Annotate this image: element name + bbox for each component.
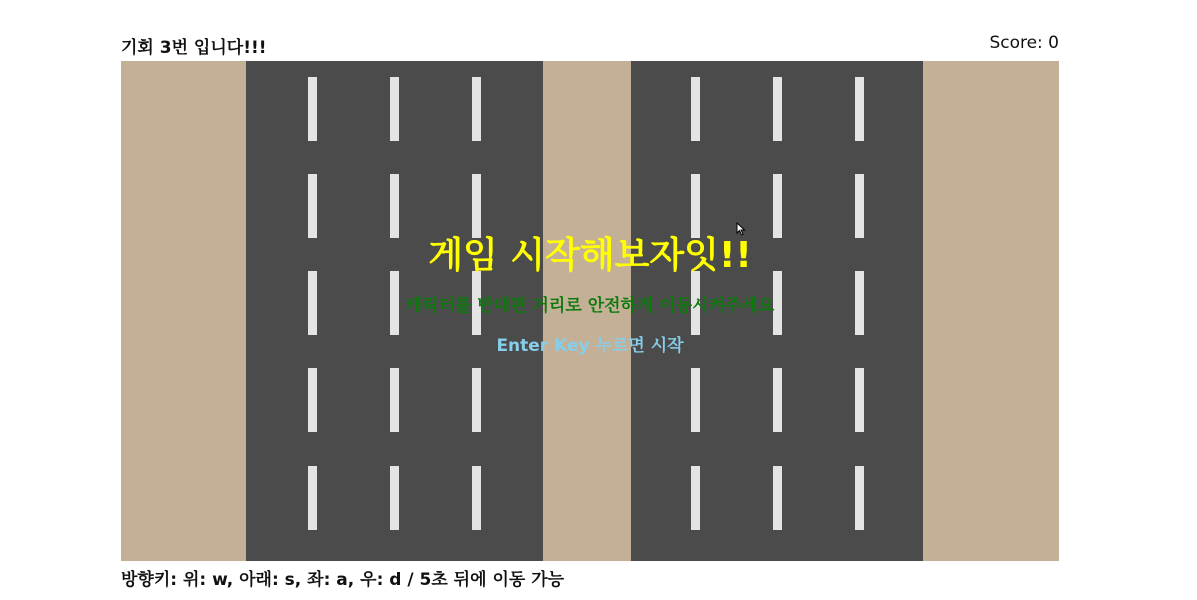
top-bar <box>121 30 1059 58</box>
start-overlay <box>121 61 1059 561</box>
game-board[interactable] <box>121 61 1059 561</box>
start-instructions: 캐릭터를 반대편 거리로 안전하게 이동시켜주세요 <box>405 296 775 316</box>
score-text: Score: 0 <box>989 33 1059 53</box>
enter-key-hint: Enter Key 누르면 시작 <box>496 336 684 356</box>
start-title: 게임 시작해보자잇!! <box>428 235 752 276</box>
lives-remaining-text: 기회 3번 입니다!!! <box>121 38 267 58</box>
mouse-cursor-icon <box>736 222 746 236</box>
controls-help-text: 방향키: 위: w, 아래: s, 좌: a, 우: d / 5초 뒤에 이동 가능 <box>121 570 565 590</box>
